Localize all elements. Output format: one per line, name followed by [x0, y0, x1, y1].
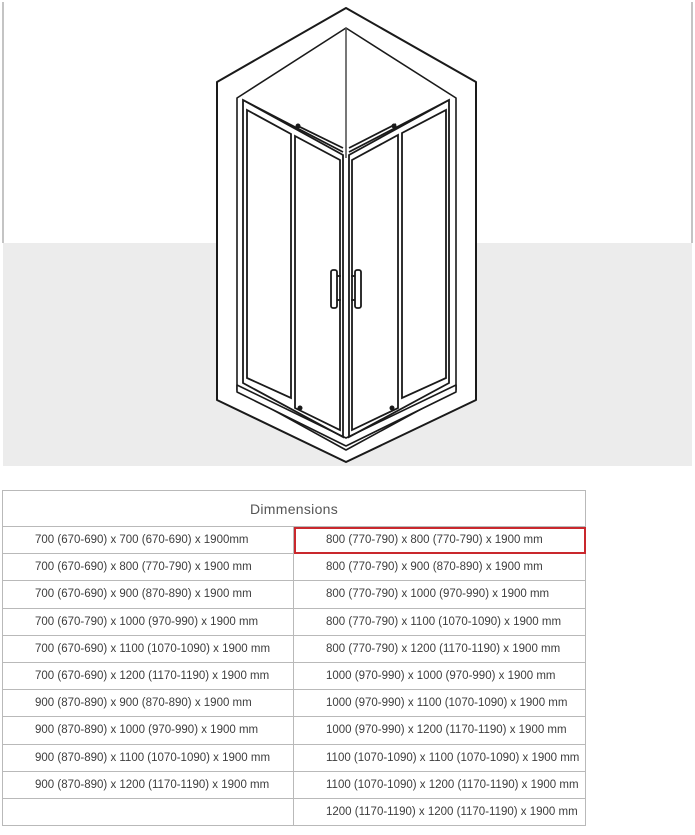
- dimension-cell-left: [3, 798, 294, 825]
- dimension-cell-right: 800 (770-790) x 1200 (1170-1190) x 1900 mm: [294, 635, 586, 662]
- dimension-cell-right: 800 (770-790) x 900 (870-890) x 1900 mm: [294, 554, 586, 581]
- dimension-cell-highlighted: 800 (770-790) x 800 (770-790) x 1900 mm: [294, 527, 586, 554]
- dimension-cell-left: 700 (670-690) x 1100 (1070-1090) x 1900 mm: [3, 635, 294, 662]
- dimension-cell-left: 900 (870-890) x 1000 (970-990) x 1900 mm: [3, 717, 294, 744]
- table-row: [3, 554, 586, 581]
- dimension-cell-left: 900 (870-890) x 900 (870-890) x 1900 mm: [3, 690, 294, 717]
- table-row: [3, 744, 586, 771]
- dimensions-table-body: [3, 527, 586, 826]
- dimension-cell-left: 900 (870-890) x 1100 (1070-1090) x 1900 mm: [3, 744, 294, 771]
- table-row: [3, 527, 586, 554]
- dimension-cell-right: 1200 (1170-1190) x 1200 (1170-1190) x 1900 mm: [294, 798, 586, 825]
- dimension-cell-left: 700 (670-790) x 1000 (970-990) x 1900 mm: [3, 608, 294, 635]
- table-row: [3, 581, 586, 608]
- dimension-cell-right: 1000 (970-990) x 1200 (1170-1190) x 1900 mm: [294, 717, 586, 744]
- dimension-cell-right: 1000 (970-990) x 1000 (970-990) x 1900 mm: [294, 662, 586, 689]
- dimension-cell-right: 800 (770-790) x 1000 (970-990) x 1900 mm: [294, 581, 586, 608]
- dimension-cell-left: 700 (670-690) x 800 (770-790) x 1900 mm: [3, 554, 294, 581]
- table-row: [3, 690, 586, 717]
- table-row: [3, 635, 586, 662]
- dimensions-table: [2, 490, 586, 826]
- table-row: [3, 798, 586, 825]
- table-row: [3, 717, 586, 744]
- dimension-cell-left: 700 (670-690) x 1200 (1170-1190) x 1900 mm: [3, 662, 294, 689]
- dimension-cell-left: 900 (870-890) x 1200 (1170-1190) x 1900 mm: [3, 771, 294, 798]
- dimension-cell-right: 1100 (1070-1090) x 1200 (1170-1190) x 1900 mm: [294, 771, 586, 798]
- dimension-cell-right: 1100 (1070-1090) x 1100 (1070-1090) x 1900 mm: [294, 744, 586, 771]
- table-title: Dimmensions: [3, 491, 586, 527]
- table-row: [3, 662, 586, 689]
- table-row: [3, 771, 586, 798]
- dimension-cell-left: 700 (670-690) x 900 (870-890) x 1900 mm: [3, 581, 294, 608]
- dimension-cell-right: 800 (770-790) x 1100 (1070-1090) x 1900 mm: [294, 608, 586, 635]
- dimension-cell-right: 1000 (970-990) x 1100 (1070-1090) x 1900 mm: [294, 690, 586, 717]
- table-row: [3, 608, 586, 635]
- dimension-cell-left: 700 (670-690) x 700 (670-690) x 1900mm: [3, 527, 294, 554]
